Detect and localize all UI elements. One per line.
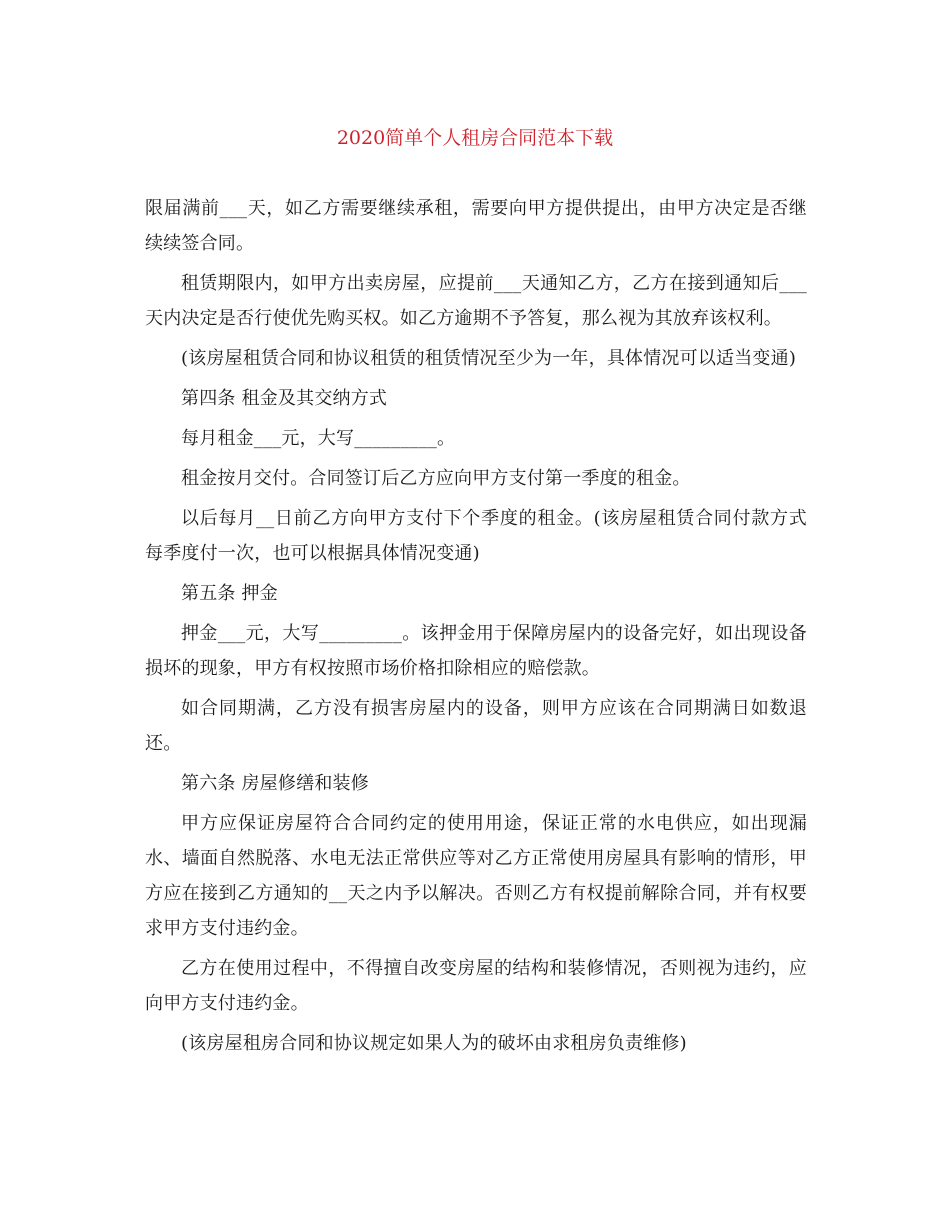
section-heading-repairs: 第六条 房屋修缮和装修	[181, 773, 369, 794]
paragraph-monthly-rent: 每月租金___元，大写_________。	[181, 428, 456, 449]
section-heading-rent: 第四条 租金及其交纳方式	[181, 388, 388, 409]
paragraph-tenant-alterations: 乙方在使用过程中，不得擅自改变房屋的结构和装修情况，否则视为违约，应向甲方支付违约金。	[145, 958, 807, 1014]
section-heading-deposit: 第五条 押金	[181, 583, 278, 604]
paragraph-deposit-refund: 如合同期满，乙方没有损害房屋内的设备，则甲方应该在合同期满日如数退还。	[145, 698, 807, 754]
paragraph-landlord-repairs: 甲方应保证房屋符合合同约定的使用用途，保证正常的水电供应，如出现漏水、墙面自然脱落、水电无法正常供应等对乙方正常使用房屋具有影响的情形，甲方应在接到乙方通知的__天之内予以解决。否则乙方有权提前解除合同，并有权要求甲方支付违约金。	[145, 813, 807, 939]
paragraph-repair-note: (该房屋租房合同和协议规定如果人为的破坏由求租房负责维修)	[181, 1033, 687, 1054]
paragraph-lease-renewal: 限届满前___天，如乙方需要继续承租，需要向甲方提供提出，由甲方决定是否继续续签合同。	[145, 198, 807, 254]
document-title: 2020简单个人租房合同范本下载	[336, 127, 614, 149]
paragraph-lease-note: (该房屋租赁合同和协议租赁的租赁情况至少为一年，具体情况可以适当变通)	[181, 348, 797, 369]
document-body	[145, 191, 807, 1066]
paragraph-rent-payment: 租金按月交付。合同签订后乙方应向甲方支付第一季度的租金。	[181, 468, 691, 489]
paragraph-priority-purchase: 租赁期限内，如甲方出卖房屋，应提前___天通知乙方，乙方在接到通知后___天内决定是否行使优先购买权。如乙方逾期不予答复，那么视为其放弃该权利。	[145, 273, 807, 329]
paragraph-deposit-amount: 押金___元，大写_________。该押金用于保障房屋内的设备完好，如出现设备损坏的现象，甲方有权按照市场价格扣除相应的赔偿款。	[145, 623, 807, 679]
paragraph-rent-schedule: 以后每月__日前乙方向甲方支付下个季度的租金。(该房屋租赁合同付款方式每季度付一次，也可以根据具体情况变通)	[145, 508, 807, 564]
